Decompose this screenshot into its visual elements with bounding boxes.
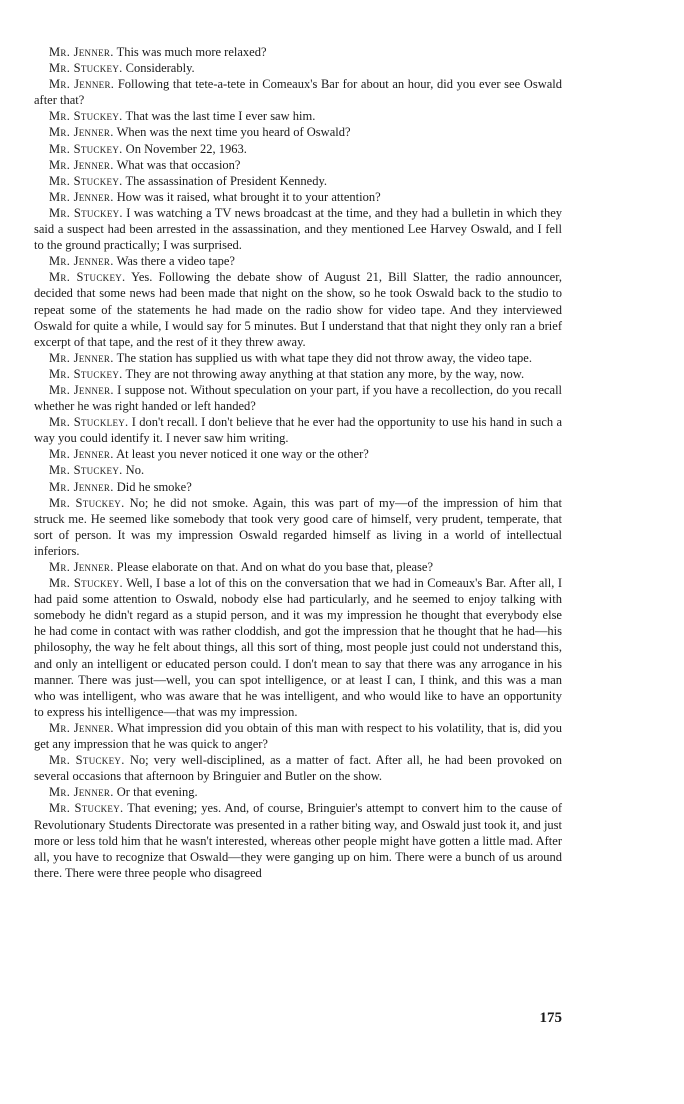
testimony-paragraph [34,559,562,575]
speaker-label: Mr. Stuckey. [49,109,123,124]
speech-text: When was the next time you heard of Oswald? [116,125,351,140]
speech-text: That evening; yes. And, of course, Bringuier's attempt to convert him to the cause of Revolutionary Students Directorate was presented in a rather biting way, and Oswald just took it, and just more or less told him that he wasn't interested, whereas other people might have gotten a little mad. After all, you have to recognize that Oswald—they were ganging up on him. There were a bunch of us around there. There were three people who disagreed [34,801,563,880]
speech-text: At least you never noticed it one way or the other? [116,447,369,462]
testimony-paragraph [34,800,562,880]
speaker-label: Mr. Jenner. [49,382,114,397]
speaker-label: Mr. Jenner. [49,189,114,204]
speech-text: The assassination of President Kennedy. [125,173,328,188]
speaker-label: Mr. Jenner. [49,45,114,59]
speaker-label: Mr. Jenner. [49,479,114,494]
speaker-label: Mr. Jenner. [49,125,114,140]
speaker-label: Mr. Stuckey. [49,270,126,285]
speaker-label: Mr. Jenner. [49,720,114,735]
speaker-label: Mr. Jenner. [49,560,114,574]
speech-text: No; he did not smoke. Again, this was part of my—of the impression of him that struck me. He seemed like somebody that took very good care of himself, very prudent, temperate, that sort of person. It was my impression Oswald regarded himself as living in a world of intellectual inferiors. [34,495,563,558]
testimony-paragraph [34,141,562,157]
speaker-label: Mr. Jenner. [49,447,114,462]
speech-text: No; very well-disciplined, as a matter of fact. After all, he had been provoked on several occasions that afternoon by Bringuier and Butler on the show. [34,753,562,784]
speech-text: Well, I base a lot of this on the conversation that we had in Comeaux's Bar. After all, I had paid some attention to Oswald, nobody else had particularly, and he seemed to enjoy talking with somebody he didn't regard as a stupid person, and it was my impression he thought that everybody else he had come in contact with was rather cloddish, and got the impression that he thought that he had—his philosophy, the way he felt about things, all this sort of thing, most people just could not understand this, and only an intelligent or educated person could. I don't mean to say that there was any arrogance in his manner. There was just—well, you can spot intelligence, or at least I can, I think, and this was a man who was intelligent, who was aware that he was intelligent, and who would like to have an opportunity to express his intelligence—that was my impression. [34,576,562,719]
testimony-paragraph [34,414,562,446]
testimony-paragraph [34,366,562,382]
testimony-paragraph [34,382,562,414]
speaker-label: Mr. Stuckey. [49,61,123,76]
speaker-label: Mr. Jenner. [49,77,115,92]
speech-text: No. [125,463,145,478]
speech-text: This was much more relaxed? [116,45,267,59]
speech-text: They are not throwing away anything at that station any more, by the way, now. [125,366,525,381]
speech-text: I don't recall. I don't believe that he ever had the opportunity to use his hand in such a way you could identify it. I never saw him writing. [34,415,563,446]
testimony-paragraph [34,189,562,205]
speaker-label: Mr. Stuckey. [49,205,123,220]
speech-text: How was it raised, what brought it to your attention? [116,189,381,204]
speaker-label: Mr. Stuckey. [49,141,123,156]
speech-text: Following that tete-a-tete in Comeaux's Bar for about an hour, did you ever see Oswald after that? [34,77,562,108]
speech-text: Please elaborate on that. And on what do you base that, please? [116,560,434,574]
speaker-label: Mr. Jenner. [49,350,114,365]
speaker-label: Mr. Stuckey. [49,495,125,510]
testimony-paragraph [34,173,562,189]
testimony-paragraph [34,205,562,253]
speech-text: What was that occasion? [116,157,241,172]
testimony-paragraph [34,124,562,140]
speaker-label: Mr. Jenner. [49,785,114,800]
testimony-paragraph [34,784,562,800]
speech-text: Yes. Following the debate show of August 21, Bill Slatter, the radio announcer, decided that some news had been made that night on the show, so he took Oswald back to the studio to repeat some of the statements he had made on the radio show for video tape. And they interviewed Oswald for quite a while, I would say for 5 minutes. But I understand that that night they only ran a brief excerpt of that tape, and the rest of it they threw away. [34,270,562,349]
testimony-text [34,44,562,881]
testimony-paragraph [34,479,562,495]
speaker-label: Mr. Stuckey. [49,173,123,188]
speech-text: I was watching a TV news broadcast at the time, and they had a bulletin in which they said a suspect had been arrested in the assassination, and they mentioned Lee Harvey Oswald, and I fell to the ground practically; I was surprised. [34,205,563,253]
testimony-paragraph [34,253,562,269]
testimony-paragraph [34,350,562,366]
speaker-label: Mr. Stuckey. [49,753,125,768]
testimony-paragraph [34,76,562,108]
testimony-paragraph [34,446,562,462]
speech-text: The station has supplied us with what tape they did not throw away, the video tape. [116,350,532,365]
testimony-paragraph [34,157,562,173]
testimony-paragraph [34,752,562,784]
testimony-paragraph [34,462,562,478]
speaker-label: Mr. Jenner. [49,157,114,172]
testimony-paragraph [34,44,562,60]
speech-text: I suppose not. Without speculation on your part, if you have a recollection, do you recall whether he was right handed or left handed? [34,382,563,414]
testimony-paragraph [34,575,562,720]
speaker-label: Mr. Stuckley. [49,415,129,430]
speech-text: Was there a video tape? [116,254,235,269]
speech-text: Or that evening. [116,785,198,800]
speaker-label: Mr. Stuckey. [49,801,124,816]
testimony-paragraph [34,60,562,76]
testimony-paragraph [34,720,562,752]
speaker-label: Mr. Stuckey. [49,463,123,478]
speech-text: Considerably. [125,61,195,76]
page-number: 175 [539,1010,562,1026]
speaker-label: Mr. Stuckey. [49,366,123,381]
speech-text: What impression did you obtain of this man with respect to his volatility, that is, did you get any impression that he was quick to anger? [34,720,563,752]
testimony-paragraph [34,269,562,349]
speech-text: That was the last time I ever saw him. [125,109,316,124]
speech-text: On November 22, 1963. [125,141,247,156]
speaker-label: Mr. Stuckey. [49,576,123,591]
testimony-paragraph [34,108,562,124]
testimony-paragraph [34,495,562,559]
speech-text: Did he smoke? [116,479,192,494]
speaker-label: Mr. Jenner. [49,254,114,269]
